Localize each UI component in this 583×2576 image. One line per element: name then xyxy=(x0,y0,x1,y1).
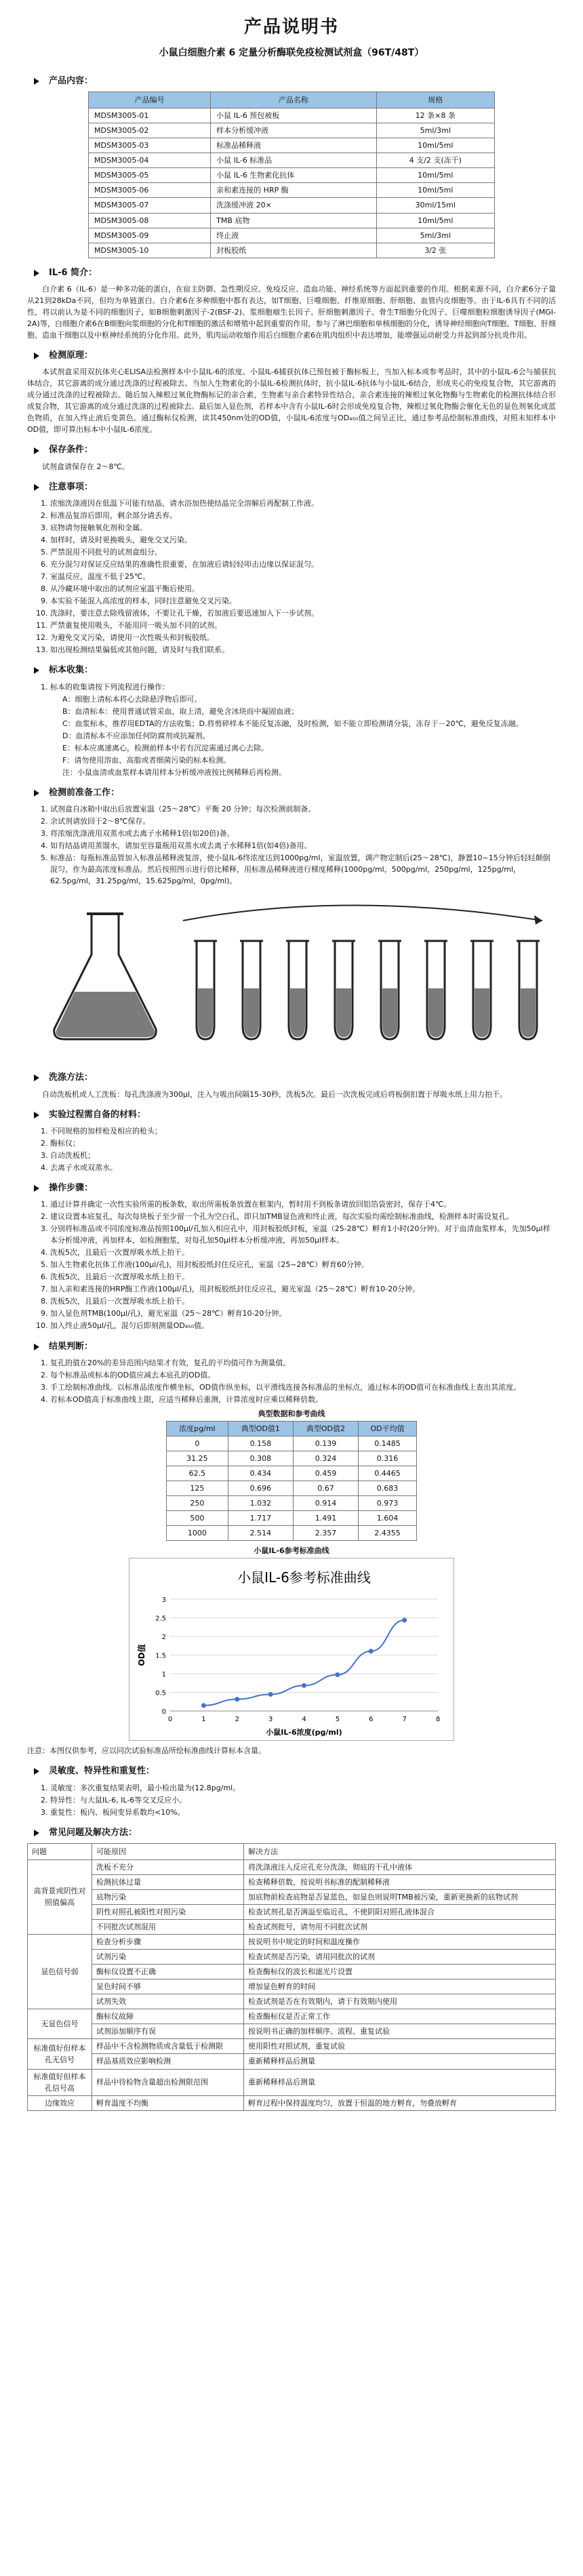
list-item: F：请勿使用溶血、高脂或者细菌污染的标本检测。 xyxy=(62,755,231,765)
y-axis-label: OD值 xyxy=(137,1644,146,1666)
table-cell: 0.67 xyxy=(293,1481,358,1496)
table-cell: 2.357 xyxy=(293,1526,358,1541)
table-cell: 5ml/3ml xyxy=(376,123,494,138)
test-tube-icon xyxy=(378,941,401,1039)
triangle-bullet-icon xyxy=(34,667,39,674)
list-item: 5. 加入生物素化抗体工作液(100μl/孔)，用封板胶纸封住反应孔，室温（25~28℃）孵育60分钟。 xyxy=(50,1259,556,1270)
table-cell: 样品中待检物含量超出检测限范围 xyxy=(92,2069,244,2095)
list-item: 4. 如有结晶请用蒸馏水，请加至容量瓶用双蒸水或去离子水稀释1倍(如4倍)备用。 xyxy=(50,840,556,851)
table-cell: 按说明书中规定的时间和温度操作 xyxy=(243,1935,555,1950)
table-cell: MDSM3005-09 xyxy=(89,228,211,243)
table-row xyxy=(167,1466,417,1481)
table-cell: 0.324 xyxy=(293,1451,358,1466)
y-tick-label: 0 xyxy=(161,1708,166,1716)
triangle-bullet-icon xyxy=(34,1112,39,1119)
table-cell: 2.4355 xyxy=(359,1526,417,1541)
table-cell: 250 xyxy=(167,1496,228,1511)
chart-note: 注意：本图仅供参考，应以同次试验标准品所绘标准曲线计算标本含量。 xyxy=(27,1746,266,1756)
table-cell: 试剂污染 xyxy=(92,1950,244,1965)
table-cell: 检查稀释倍数，按说明书标准的配制稀释液 xyxy=(243,1874,555,1889)
table-cell: 4 支/2 支(冻干) xyxy=(376,153,494,168)
list-item: 3. 将浓缩洗涤液用双蒸水或去离子水稀释1倍(如20倍)备。 xyxy=(50,828,556,839)
list-item: 9. 加入显色剂TMB(100μl/孔)，避光室温（25～28℃）孵育10-20分钟。 xyxy=(50,1308,556,1319)
table-cell: 500 xyxy=(167,1511,228,1526)
table-row xyxy=(89,198,495,213)
category-cell: 标准值好但样本孔信号高 xyxy=(28,2069,92,2095)
section-selfprep-heading: 实验过程需自备的材料： xyxy=(27,1108,556,1122)
table-cell: 12 条×8 条 xyxy=(376,108,494,123)
list-item: 10. 加入终止液50μl/孔，混匀后即刻测量OD₄₅₀值。 xyxy=(50,1320,556,1331)
table-cell: 终止液 xyxy=(211,228,376,243)
table-header-cell: OD平均值 xyxy=(359,1421,417,1436)
list-item: 4. 洗板5次，且最后一次置厚吸水纸上拍干。 xyxy=(50,1247,556,1258)
table-cell: 125 xyxy=(167,1481,228,1496)
section-sensitivity-heading: 灵敏度、特异性和重复性： xyxy=(27,1765,556,1778)
table-cell: 试剂失效 xyxy=(92,1994,244,2009)
table-cell: MDSM3005-10 xyxy=(89,243,211,258)
list-item: 12. 为避免交叉污染，请使用一次性吸头和封板胶纸。 xyxy=(50,632,556,643)
selfprep-list xyxy=(27,1125,556,1173)
table-cell: MDSM3005-07 xyxy=(89,198,211,213)
test-tube-icon xyxy=(332,941,355,1039)
table-cell: MDSM3005-02 xyxy=(89,123,211,138)
table-cell: 1.717 xyxy=(228,1511,293,1526)
triangle-bullet-icon xyxy=(34,1768,39,1775)
table-row xyxy=(28,1994,556,2009)
category-cell: 边缘效应 xyxy=(28,2095,92,2110)
table-row xyxy=(28,2024,556,2039)
x-tick-label: 1 xyxy=(201,1716,206,1724)
table-row xyxy=(89,228,495,243)
table-cell: 0.914 xyxy=(293,1496,358,1511)
test-tube-icon xyxy=(194,941,217,1039)
y-tick-label: 1 xyxy=(161,1671,166,1679)
test-tube-icon xyxy=(240,941,263,1039)
section-contents-heading: 产品内容： xyxy=(27,75,556,88)
triangle-bullet-icon xyxy=(34,484,39,491)
table-row xyxy=(28,2095,556,2110)
table-cell: 孵育温度不均衡 xyxy=(92,2095,244,2110)
section-faq-heading: 常见问题及解决方法： xyxy=(27,1826,556,1840)
list-item: 4. 去离子水或双蒸水。 xyxy=(50,1162,556,1173)
table-header-cell: 典型OD值2 xyxy=(293,1421,358,1436)
data-point xyxy=(402,1618,407,1623)
sample-list xyxy=(27,681,556,778)
table-cell: 5ml/3ml xyxy=(376,228,494,243)
list-item: 1. 不同规格的加样枪及相应的枪头； xyxy=(50,1125,556,1137)
table-cell: 重新稀释样品后测量 xyxy=(243,2069,555,2095)
table-cell: 检查酶标仪的波长和滤光片设置 xyxy=(243,1965,555,1979)
triangle-bullet-icon xyxy=(34,1074,39,1081)
list-item: 2. 标准品复溶后即用，剩余部分请丢弃。 xyxy=(50,510,556,521)
table-cell: 0.973 xyxy=(359,1496,417,1511)
data-point xyxy=(268,1692,273,1697)
table-row xyxy=(28,1859,556,1874)
list-item: 7. 加入亲和素连接的HRP酶工作液(100μl/孔)，用封板胶纸封住反应孔，避光室温（25～28℃）孵育10-20分钟。 xyxy=(50,1283,556,1295)
sensitivity-list xyxy=(27,1782,556,1818)
list-item: 1. 灵敏度：多次重复结果表明，最小检出量为(12.8pg/ml。 xyxy=(50,1782,556,1794)
sample-intro: 1. 标本的收集请按下列流程进行操作： A：细胞上清标本将心去除悬浮物后即可。 B：血清标本：使用普通试管采血，取上清，避免含冰块而中凝固血液； C：血浆标本，推荐用EDTA的方法收集；D.将剪碎样本不能反复冻融，及时检测，如不能立即检测请分装，冻存于－20℃，避免反复冻融。 D：血清标本不应添加任何防腐剂或抗凝剂。 E：标本应离速离心，检测前样本中若有沉淀需通过离心去除。 F：请勿使用溶血、高脂或者细菌污染的标本检测。 注：小鼠血清或血浆样本请用样本分析缓冲液按比例稀释后再检测。 xyxy=(50,681,556,778)
table-cell: 2.514 xyxy=(228,1526,293,1541)
triangle-bullet-icon xyxy=(34,1344,39,1350)
table-cell: 小鼠 IL-6 标准品 xyxy=(211,153,376,168)
table-cell: 检查分析步骤 xyxy=(92,1935,244,1950)
table-row xyxy=(28,1935,556,1950)
table-row xyxy=(28,1979,556,1994)
table-row xyxy=(28,2069,556,2095)
table-cell: 10ml/5ml xyxy=(376,183,494,198)
dilution-diagram xyxy=(27,893,556,1063)
table-row xyxy=(167,1451,417,1466)
table-row xyxy=(89,243,495,258)
table-cell: 0.316 xyxy=(359,1451,417,1466)
wash-paragraph: 自动洗板机或人工洗板：每孔洗涤液为300μl，注入与吸出间隔15-30秒，洗板5次。最后一次洗板完成后将板倒扣置于厚吸水纸上用力拍干。 xyxy=(42,1089,508,1099)
table-row xyxy=(28,1874,556,1889)
table-cell: 将洗涤液注入反应孔充分洗涤，彻底的干孔中液体 xyxy=(243,1859,555,1874)
data-point xyxy=(369,1649,374,1654)
test-tube-icon xyxy=(517,941,540,1039)
table-cell: 0.139 xyxy=(293,1436,358,1451)
x-tick-label: 7 xyxy=(402,1716,407,1724)
table-cell: MDSM3005-06 xyxy=(89,183,211,198)
table-row xyxy=(167,1436,417,1451)
tube-row xyxy=(194,941,540,1039)
list-item: 3. 手工绘制标准曲线。以标准品浓度作横坐标，OD值作纵坐标，以平滑线连接各标准品的坐标点，通过标本的OD值可在标准曲线上查出其浓度。 xyxy=(50,1382,556,1393)
list-item: 1. 浓缩洗涤液因在低温下可能有结晶，请水浴加热使结晶完全溶解后再配制工作液。 xyxy=(50,498,556,509)
table-row xyxy=(28,2039,556,2054)
table-cell: 0.696 xyxy=(228,1481,293,1496)
list-item: 8. 从冷藏环境中取出的试剂应室温平衡后使用。 xyxy=(50,583,556,595)
table-cell: 酶标仪设置不正确 xyxy=(92,1965,244,1979)
section-principle-heading: 检测原理： xyxy=(27,349,556,363)
table-cell: 显色时间不够 xyxy=(92,1979,244,1994)
table-cell: 样本分析缓冲液 xyxy=(211,123,376,138)
test-tube-icon xyxy=(470,941,494,1039)
list-item: 1. 通过计算并确定一次性实验所需的板条数，取出所需板条放置在框架内，暂时用不到板条请放回铝箔袋密封，保存于4℃。 xyxy=(50,1199,556,1210)
list-item: 2. 酶标仪； xyxy=(50,1138,556,1149)
list-item: 3. 底物请勿接触氧化剂和金属。 xyxy=(50,522,556,534)
table-cell: 30ml/15ml xyxy=(376,198,494,213)
list-item: A：细胞上清标本将心去除悬浮物后即可。 xyxy=(62,694,202,704)
x-tick-label: 0 xyxy=(167,1716,173,1724)
list-item: B：血清标本：使用普通试管采血，取上清，避免含冰块而中凝固血液； xyxy=(62,706,299,716)
section-storage-heading: 保存条件： xyxy=(27,443,556,457)
x-tick-label: 3 xyxy=(268,1716,273,1724)
table-cell: 0.1485 xyxy=(359,1436,417,1451)
test-tube-icon xyxy=(286,941,309,1039)
section-results-heading: 结果判断： xyxy=(27,1340,556,1354)
table-cell: 阴性对照孔被阳性对照污染 xyxy=(92,1904,244,1919)
list-item: 6. 洗板5次，且最后一次置厚吸水纸上拍干。 xyxy=(50,1271,556,1283)
list-item: 3. 分别将标准品或不同浓度标准品按照100μl/孔加入相应孔中，用封板胶纸封板，室温（25-28℃）孵育1小时(20分钟)。对于血清血浆样本，先加50μl样本分析缓冲液，再加样本，如检测胞浆，对每孔加50μl样本分析缓冲液，再加50μl样本。 xyxy=(50,1223,556,1246)
list-item: 2. 特异性：与大鼠IL-6, IL-6等交叉反应小。 xyxy=(50,1794,556,1806)
y-tick-label: 2 xyxy=(161,1634,166,1642)
table-cell: MDSM3005-08 xyxy=(89,213,211,228)
table-row xyxy=(167,1481,417,1496)
y-tick-label: 2.5 xyxy=(155,1615,166,1623)
y-tick-label: 1.5 xyxy=(155,1652,166,1660)
table-row xyxy=(28,1904,556,1919)
table-header-cell: 问题 xyxy=(28,1843,92,1859)
cautions-list xyxy=(27,498,556,656)
list-item: 11. 严禁重复使用吸头，不能用同一吸头加不同的试剂。 xyxy=(50,620,556,631)
table-cell: 检查试剂孔是否满溢至临近孔，不使阴阳对照孔液体混合 xyxy=(243,1904,555,1919)
table-cell: 样品中不含检测物质或含量低于检测限 xyxy=(92,2039,244,2054)
troubleshooting-table xyxy=(27,1843,556,2111)
x-tick-label: 6 xyxy=(369,1716,374,1724)
triangle-bullet-icon xyxy=(34,78,39,85)
table-cell: 0.434 xyxy=(228,1466,293,1481)
triangle-bullet-icon xyxy=(34,270,39,277)
kit-contents-table xyxy=(88,92,495,258)
table-cell: 试剂添加顺序有误 xyxy=(92,2024,244,2039)
y-tick-label: 3 xyxy=(161,1596,166,1605)
category-cell: 无显色信号 xyxy=(28,2009,92,2039)
table-cell: 小鼠 IL-6 预包被板 xyxy=(211,108,376,123)
table-row xyxy=(89,153,495,168)
table-row xyxy=(28,1920,556,1935)
table-cell: 酶标仪故障 xyxy=(92,2009,244,2024)
table-row xyxy=(89,183,495,198)
table-cell: 标准品稀释液 xyxy=(211,138,376,153)
table-cell: 检查试剂批号，请勿用不同批次试剂 xyxy=(243,1920,555,1935)
table-cell: 10ml/5ml xyxy=(376,168,494,183)
table-cell: 样品基质效应影响检测 xyxy=(92,2054,244,2069)
list-item: 4. 若标本OD值高于标准曲线上限，应适当稀释后重测，计算浓度时应乘以稀释倍数。 xyxy=(50,1394,556,1405)
intro-paragraph: 白介素 6（IL-6）是一种多功能的蛋白，在宿主防御、急性期反应、免疫反应、造血功能、神经系统等方面起到重要的作用。根据来源不同，白介素6分子量从21到28kDa不同，但均为单链蛋白。白介素6在多种细胞中都有表达，如T细胞、巨噬细胞、纤维原细胞、肝细胞、血管内皮细胞等。由于IL-6具有不同的活性，将以前认为是不同的细胞因子，如B细胞刺激因子-2(BSF-2)、浆细胞瘤生长因子、肝细胞刺激因子、骨生T细胞分化因子、巨噬细胞粒细胞诱导因子(MGI-2A)等，白细胞介素6在B细胞向浆细胞的分化和T细胞的激活和增殖中起到重要的作用，参与了淋巴细胞和单核细胞的分化，诱导神经细胞向T细胞、T细胞、肝细胞、造血干细胞以及中枢神经系统的分化作用。此外，肌肉运动收缩作用后白细胞介素6在肌肉组织中表达增加，能增强运动耐受力并起到部分抗炎作用。 xyxy=(27,284,556,340)
list-item: 10. 洗涤时，要注意去除残留液体，不要让孔干燥，若加液后要迅速加入下一步试剂。 xyxy=(50,607,556,619)
table-row xyxy=(28,1889,556,1904)
list-item: 8. 洗板5次，且最后一次置厚吸水纸上拍干。 xyxy=(50,1295,556,1307)
table-cell: 0.158 xyxy=(228,1436,293,1451)
section-prep-heading: 检测前准备工作： xyxy=(27,786,556,800)
table-row xyxy=(167,1496,417,1511)
table-cell: 1000 xyxy=(167,1526,228,1541)
list-item: 3. 重复性：板内、板间变异系数均<10%。 xyxy=(50,1807,556,1818)
table-header-cell: 规格 xyxy=(376,92,494,108)
table-row xyxy=(89,168,495,183)
dilution-illustration xyxy=(27,893,556,1063)
section-cautions-heading: 注意事项： xyxy=(27,481,556,494)
x-tick-label: 8 xyxy=(435,1716,441,1724)
storage-paragraph: 试剂盒请保存在 2～8℃。 xyxy=(42,462,129,471)
y-tick-label: 0.5 xyxy=(155,1689,166,1697)
table-cell: 亲和素连接的 HRP 酶 xyxy=(211,183,376,198)
data-point xyxy=(235,1697,239,1702)
table-cell: 1.032 xyxy=(228,1496,293,1511)
data-point xyxy=(201,1704,206,1708)
table-cell: 0.683 xyxy=(359,1481,417,1496)
table-cell: 1.604 xyxy=(359,1511,417,1526)
table-header-cell: 典型OD值1 xyxy=(228,1421,293,1436)
table-cell: 小鼠 IL-6 生物素化抗体 xyxy=(211,168,376,183)
list-item: C：血浆标本，推荐用EDTA的方法收集；D.将剪碎样本不能反复冻融，及时检测，如不能立即检测请分装，冻存于－20℃，避免反复冻融。 xyxy=(62,719,523,728)
category-cell: 显色信号弱 xyxy=(28,1935,92,2009)
table-cell: 使用阳性对照试剂，重复试验 xyxy=(243,2039,555,2054)
chart-caption: 小鼠IL-6参考标准曲线 xyxy=(254,1546,329,1556)
test-tube-icon xyxy=(424,941,447,1039)
table-cell: 31.25 xyxy=(167,1451,228,1466)
category-cell: 高背景或阴性对照值偏高 xyxy=(28,1859,92,1934)
table-cell: 底物污染 xyxy=(92,1889,244,1904)
x-tick-label: 5 xyxy=(335,1716,340,1724)
table-cell: MDSM3005-04 xyxy=(89,153,211,168)
table-cell: 封板胶纸 xyxy=(211,243,376,258)
principle-paragraph: 本试剂盒采用双抗体夹心ELISA法检测样本中小鼠IL-6的浓度。小鼠IL-6捕获抗体已预包被于酶标板上，当加入标本或参考品时，其中的小鼠IL-6会与捕获抗体结合，其它游离的成分通过洗涤的过程被除去。当加入生物素化的小鼠IL-6检测抗体时，抗小鼠IL-6抗体与小鼠IL-6结合，形成夹心的免疫复合物，其它游离的成分通过洗涤的过程被除去。随后加入辣根过氧化物酶标记的亲合素，生物素与亲合素特异性结合，亲合素连接的辣根过氧化物酶与生物素化的检测抗体结合形成复合物，其它游离的成分通过洗涤的过程被除去。最后加入显色剂，若样本中含有小鼠IL-6时会形成免疫复合物，辣根过氧化物酶会催化无色的显色剂氧化成蓝色物质，在加入终止液后变黄色。通过酶标仪检测，读其450nm处的OD值，小鼠IL-6浓度与OD₄₅₀值之间呈正比，通过参考品绘制标准曲线，对照未知样本中OD值，即可算出标本中小鼠IL-6浓度。 xyxy=(27,367,556,435)
table-cell: 洗板不充分 xyxy=(92,1859,244,1874)
table-row xyxy=(167,1526,417,1541)
table-row xyxy=(89,138,495,153)
table-row xyxy=(28,1950,556,1965)
prep-list xyxy=(27,803,556,887)
table-header-cell: 产品编号 xyxy=(89,92,211,108)
table-cell: 不同批次试剂混用 xyxy=(92,1920,244,1935)
triangle-bullet-icon xyxy=(34,353,39,359)
list-item: 9. 本实验不能混入高浓度的样本，同时注意避免交叉污染。 xyxy=(50,595,556,607)
table-row xyxy=(28,2054,556,2069)
list-item: 注：小鼠血清或血浆样本请用样本分析缓冲液按比例稀释后再检测。 xyxy=(62,767,286,777)
list-item: 7. 室温反应，温度不低于25℃。 xyxy=(50,571,556,582)
section-intro-heading: IL-6 简介： xyxy=(27,266,556,280)
table-cell: 0.308 xyxy=(228,1451,293,1466)
flask-icon xyxy=(54,914,156,1039)
table-row xyxy=(28,2009,556,2024)
triangle-bullet-icon xyxy=(34,1830,39,1836)
list-item: 3. 自动洗板机； xyxy=(50,1150,556,1161)
table-row xyxy=(167,1511,417,1526)
table-cell: 62.5 xyxy=(167,1466,228,1481)
table-cell: 0 xyxy=(167,1436,228,1451)
table-cell: 检测抗体过量 xyxy=(92,1874,244,1889)
table-cell: 按说明书正确的加样顺序、流程、重复试验 xyxy=(243,2024,555,2039)
list-item: E：标本应离速离心，检测前样本中若有沉淀需通过离心去除。 xyxy=(62,743,268,752)
triangle-bullet-icon xyxy=(34,447,39,454)
table-header-cell: 浓度pg/ml xyxy=(167,1421,228,1436)
list-item: 13. 如出现检测结果偏低或其他问题，请及时与我们联系。 xyxy=(50,644,556,656)
table-cell: 检查试剂是否在有效期内，请于有效期内使用 xyxy=(243,1994,555,2009)
table-cell: 检查酶标仪是否正常工作 xyxy=(243,2009,555,2024)
table-row xyxy=(89,108,495,123)
table-header-cell: 产品名称 xyxy=(211,92,376,108)
table-row xyxy=(89,213,495,228)
triangle-bullet-icon xyxy=(34,1185,39,1192)
results-list xyxy=(27,1357,556,1405)
table-cell: 洗涤缓冲液 20× xyxy=(211,198,376,213)
table-cell: 10ml/5ml xyxy=(376,138,494,153)
table-cell: MDSM3005-03 xyxy=(89,138,211,153)
section-steps-heading: 操作步骤： xyxy=(27,1182,556,1195)
standard-curve-chart xyxy=(129,1558,454,1741)
section-sample-heading: 标本收集： xyxy=(27,664,556,677)
chart-title: 小鼠IL-6参考标准曲线 xyxy=(237,1569,371,1586)
list-item: 1. 试剂盒自冰箱中取出后放置室温（25～28℃）平衡 20 分钟；每次检测前制备。 xyxy=(50,803,556,815)
x-axis-label: 小鼠IL-6浓度(pg/ml) xyxy=(266,1728,342,1737)
table-row xyxy=(28,1965,556,1979)
standard-table-caption: 典型数据和参考曲线 xyxy=(258,1409,325,1418)
table-cell: MDSM3005-05 xyxy=(89,168,211,183)
list-item: 1. 复孔的值在20%的差异范围内结果才有效，复孔的平均值可作为测量值。 xyxy=(50,1357,556,1369)
table-header-cell: 解决方法 xyxy=(243,1843,555,1859)
table-cell: 1.491 xyxy=(293,1511,358,1526)
table-cell: 0.4465 xyxy=(359,1466,417,1481)
section-wash-heading: 洗涤方法： xyxy=(27,1071,556,1085)
table-cell: 检查试剂是否污染，请用同批次的试剂 xyxy=(243,1950,555,1965)
list-item: 2. 余试剂请放回于2～8℃保存。 xyxy=(50,816,556,827)
list-item: 2. 每个标准品或标本的OD值应减去本底孔的OD值。 xyxy=(50,1369,556,1381)
x-tick-label: 2 xyxy=(235,1716,239,1724)
x-tick-label: 4 xyxy=(302,1716,306,1724)
page-title: 产品说明书 xyxy=(243,17,339,37)
category-cell: 标准值好但样本孔无信号 xyxy=(28,2039,92,2069)
table-cell: 增加显色孵育的时间 xyxy=(243,1979,555,1994)
list-item: 5. 标准品：每瓶标准品管加入标准品稀释液复溶，使小鼠IL-6终浓度达到1000pg/ml，室温放置，调产物定制后(25～28℃)，静置10~15分钟后轻轻颠倒混匀，作为最高浓度标准品。然后按照图示进行倍比稀释，用标准品稀释液进行梯度稀释(1000pg/ml，500pg/ml，250pg/ml，125pg/ml，62.5pg/ml，31.25pg/ml，15.625pg/ml，0pg/ml)。 xyxy=(50,852,556,887)
list-item: 6. 充分混匀对保证反应结果的准确性很重要，在加液后请轻轻叩击边缘以保证混匀。 xyxy=(50,559,556,570)
triangle-bullet-icon xyxy=(34,790,39,797)
pipette-arrow-icon xyxy=(183,906,542,925)
standard-curve-svg xyxy=(129,1558,454,1740)
table-cell: 孵育过程中保持温度均匀，放置于恒温的地方孵育，勿叠放孵育 xyxy=(243,2095,555,2110)
list-item: 5. 严禁混用不同批号的试剂盒组分。 xyxy=(50,546,556,558)
table-cell: 重新稀释样品后测量 xyxy=(243,2054,555,2069)
table-cell: 3/2 张 xyxy=(376,243,494,258)
page-subtitle: 小鼠白细胞介素 6 定量分析酶联免疫检测试剂盒（96T/48T） xyxy=(159,47,424,59)
list-item: D：血清标本不应添加任何防腐剂或抗凝剂。 xyxy=(62,731,210,740)
standard-data-table xyxy=(166,1408,417,1541)
steps-list xyxy=(27,1199,556,1332)
table-cell: MDSM3005-01 xyxy=(89,108,211,123)
table-header-cell: 可能原因 xyxy=(92,1843,244,1859)
table-cell: 10ml/5ml xyxy=(376,213,494,228)
data-point xyxy=(335,1672,340,1677)
table-cell: 加底物前检查底物是否显蓝色，如显色则说明TMB被污染，重新更换新的底物试剂 xyxy=(243,1889,555,1904)
table-cell: TMB 底物 xyxy=(211,213,376,228)
table-cell: 0.459 xyxy=(293,1466,358,1481)
data-point xyxy=(302,1683,306,1688)
table-row xyxy=(89,123,495,138)
list-item: 4. 加样时，请及时更换吸头，避免交叉污染。 xyxy=(50,534,556,546)
list-item: 2. 建议设置本底复孔，每次每块板子至少留一个孔为空白孔，即只加TMB显色液和终止液，每次实验均需绘制标准曲线，检测样本时需设复孔。 xyxy=(50,1211,556,1222)
